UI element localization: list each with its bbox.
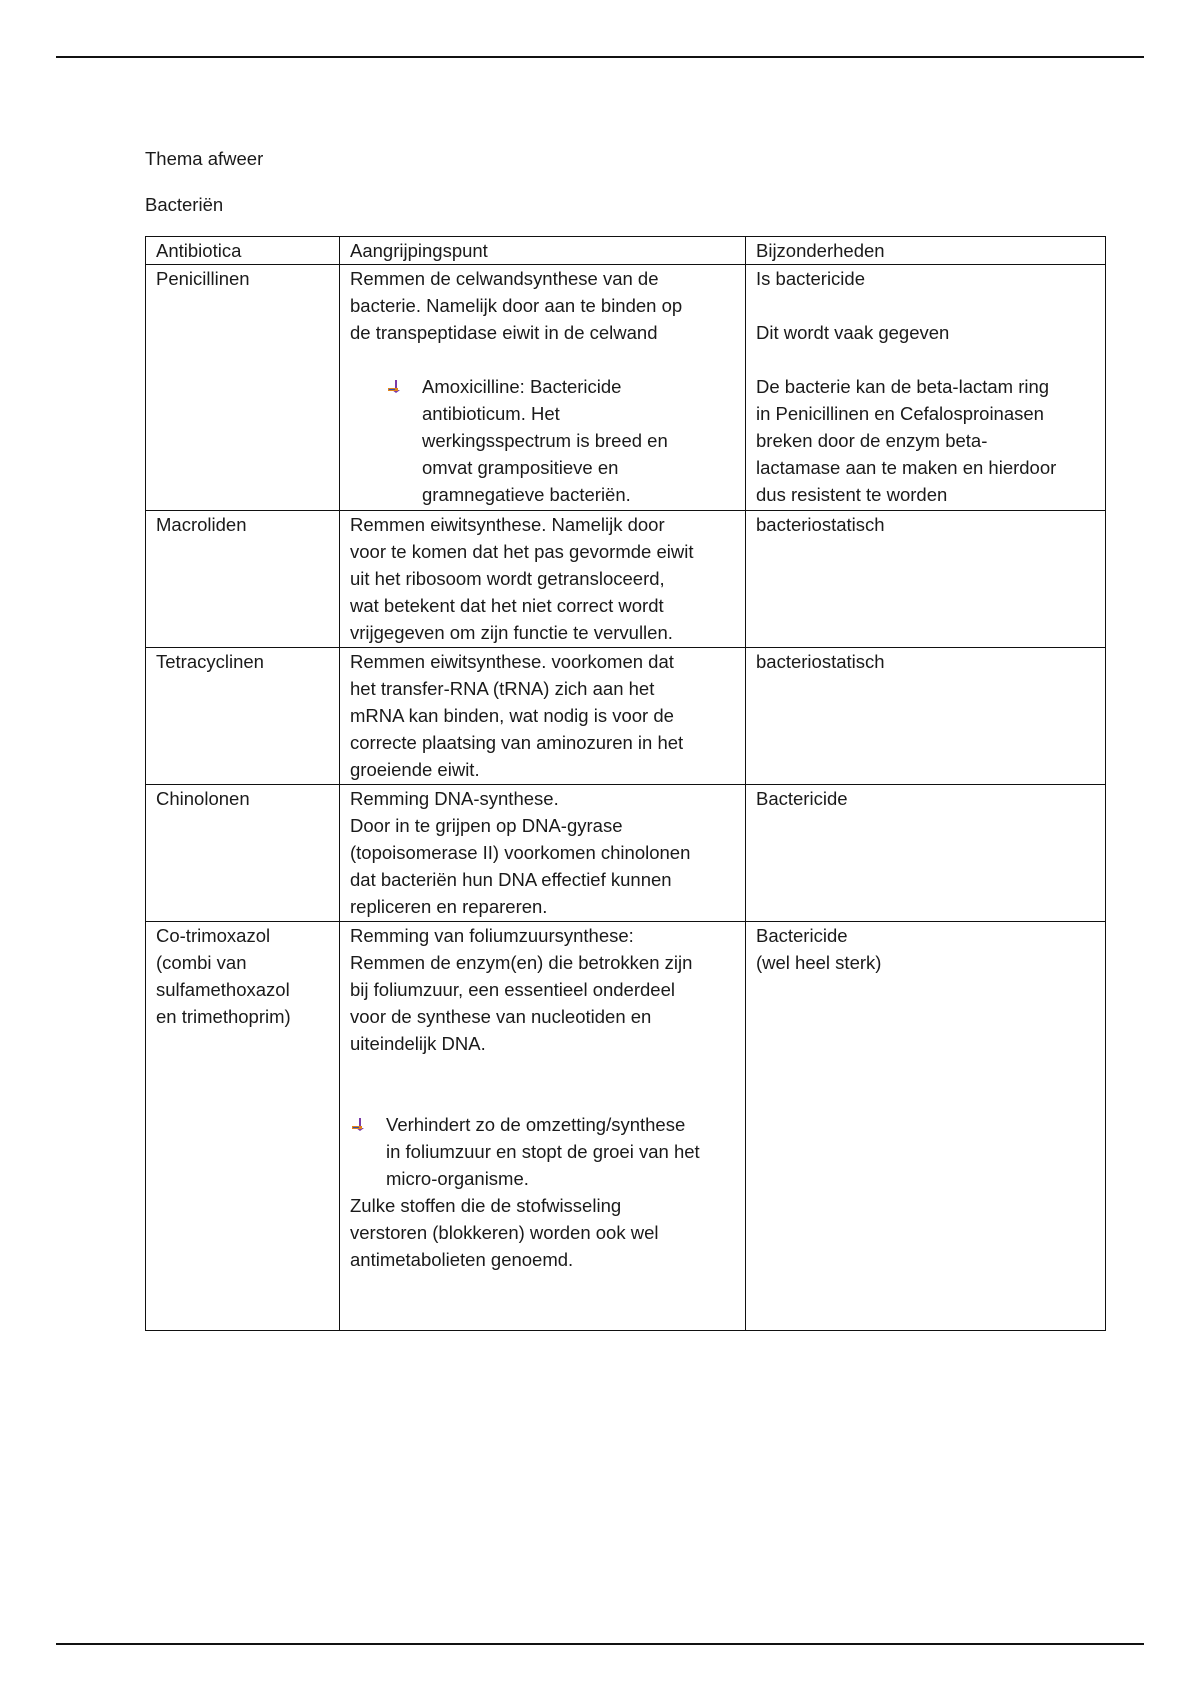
text-line: Zulke stoffen die de stofwisseling xyxy=(350,1195,622,1216)
text-line: (combi van xyxy=(156,952,247,973)
arrow-bullet-icon xyxy=(350,1117,366,1131)
header-aangrijpingspunt: Aangrijpingspunt xyxy=(340,237,746,265)
text-line: Remming van foliumzuursynthese: xyxy=(350,925,634,946)
table-row xyxy=(146,648,1106,785)
list-item xyxy=(350,373,735,508)
text-line: bij foliumzuur, een essentieel onderdeel xyxy=(350,979,675,1000)
antibiotic-name: Penicillinen xyxy=(156,268,250,289)
mechanism-cell xyxy=(340,648,746,785)
mechanism-cell xyxy=(340,785,746,922)
notes-cell xyxy=(746,265,1106,511)
antibiotic-name: Chinolonen xyxy=(156,788,250,809)
text-line: antimetabolieten genoemd. xyxy=(350,1249,574,1270)
antibiotic-cell xyxy=(146,648,340,785)
mechanism-cell xyxy=(340,922,746,1331)
text-line: Is bactericide xyxy=(756,268,865,289)
text-line: Remmen eiwitsynthese. voorkomen dat xyxy=(350,651,674,672)
text-line: in foliumzuur en stopt de groei van het xyxy=(386,1141,700,1162)
notes-cell xyxy=(746,785,1106,922)
text-line: bacterie. Namelijk door aan te binden op xyxy=(350,295,683,316)
antibiotic-name: Tetracyclinen xyxy=(156,651,264,672)
text-line: (wel heel sterk) xyxy=(756,952,882,973)
text-line: correcte plaatsing van aminozuren in het xyxy=(350,732,684,753)
header-antibiotica: Antibiotica xyxy=(146,237,340,265)
header-rule xyxy=(56,56,1144,58)
text-line: wat betekent dat het niet correct wordt xyxy=(350,595,664,616)
text-line: micro-organisme. xyxy=(386,1168,529,1189)
table-row xyxy=(146,922,1106,1331)
text-line: en trimethoprim) xyxy=(156,1006,291,1027)
antibiotic-name: Macroliden xyxy=(156,514,247,535)
mechanism-cell xyxy=(340,511,746,648)
antibiotics-table xyxy=(145,236,1106,1331)
text-line: uiteindelijk DNA. xyxy=(350,1033,486,1054)
text-line: dus resistent te worden xyxy=(756,484,948,505)
text-line: de transpeptidase eiwit in de celwand xyxy=(350,322,658,343)
text-line: Remmen de enzym(en) die betrokken zijn xyxy=(350,952,693,973)
text-line: Bactericide xyxy=(756,788,848,809)
text-line: (topoisomerase II) voorkomen chinolonen xyxy=(350,842,691,863)
mechanism-cell xyxy=(340,265,746,511)
text-line: dat bacteriën hun DNA effectief kunnen xyxy=(350,869,672,890)
document-heading: Thema afweer xyxy=(145,148,264,169)
notes-cell xyxy=(746,511,1106,648)
text-line: vrijgegeven om zijn functie te vervullen. xyxy=(350,622,673,643)
text-line: Amoxicilline: Bactericide xyxy=(422,376,622,397)
text-line: groeiende eiwit. xyxy=(350,759,480,780)
text-line: lactamase aan te maken en hierdoor xyxy=(756,457,1057,478)
text-line: repliceren en repareren. xyxy=(350,896,548,917)
text-line: in Penicillinen en Cefalosproinasen xyxy=(756,403,1044,424)
text-line: bacteriostatisch xyxy=(756,651,885,672)
table-header-row xyxy=(146,237,1106,265)
text-line: bacteriostatisch xyxy=(756,514,885,535)
text-line: het transfer-RNA (tRNA) zich aan het xyxy=(350,678,655,699)
text-line: Remming DNA-synthese. xyxy=(350,788,559,809)
text-line: voor te komen dat het pas gevormde eiwit xyxy=(350,541,694,562)
text-line: Door in te grijpen op DNA-gyrase xyxy=(350,815,623,836)
text-line: De bacterie kan de beta-lactam ring xyxy=(756,376,1050,397)
table-row xyxy=(146,511,1106,648)
text-line: Remmen eiwitsynthese. Namelijk door xyxy=(350,514,665,535)
notes-cell xyxy=(746,922,1106,1331)
antibiotic-name: Co-trimoxazol xyxy=(156,925,271,946)
footer-rule xyxy=(56,1643,1144,1645)
notes-cell xyxy=(746,648,1106,785)
text-line: Remmen de celwandsynthese van de xyxy=(350,268,659,289)
text-line: antibioticum. Het xyxy=(422,403,560,424)
text-line: Verhindert zo de omzetting/synthese xyxy=(386,1114,686,1135)
text-line: Dit wordt vaak gegeven xyxy=(756,322,950,343)
text-line: Bactericide xyxy=(756,925,848,946)
text-line: breken door de enzym beta- xyxy=(756,430,988,451)
antibiotic-cell xyxy=(146,922,340,1331)
text-line: werkingsspectrum is breed en xyxy=(422,430,668,451)
text-line: sulfamethoxazol xyxy=(156,979,290,1000)
antibiotic-cell xyxy=(146,785,340,922)
document-subheading: Bacteriën xyxy=(145,194,224,215)
text-line: voor de synthese van nucleotiden en xyxy=(350,1006,652,1027)
list-item xyxy=(350,1111,735,1192)
header-bijzonderheden: Bijzonderheden xyxy=(746,237,1106,265)
text-line: mRNA kan binden, wat nodig is voor de xyxy=(350,705,674,726)
antibiotic-cell xyxy=(146,511,340,648)
table-row xyxy=(146,785,1106,922)
antibiotic-cell xyxy=(146,265,340,511)
text-line: uit het ribosoom wordt getransloceerd, xyxy=(350,568,665,589)
arrow-bullet-icon xyxy=(386,379,402,393)
table-row xyxy=(146,265,1106,511)
text-line: omvat grampositieve en xyxy=(422,457,619,478)
text-line: verstoren (blokkeren) worden ook wel xyxy=(350,1222,659,1243)
text-line: gramnegatieve bacteriën. xyxy=(422,484,631,505)
